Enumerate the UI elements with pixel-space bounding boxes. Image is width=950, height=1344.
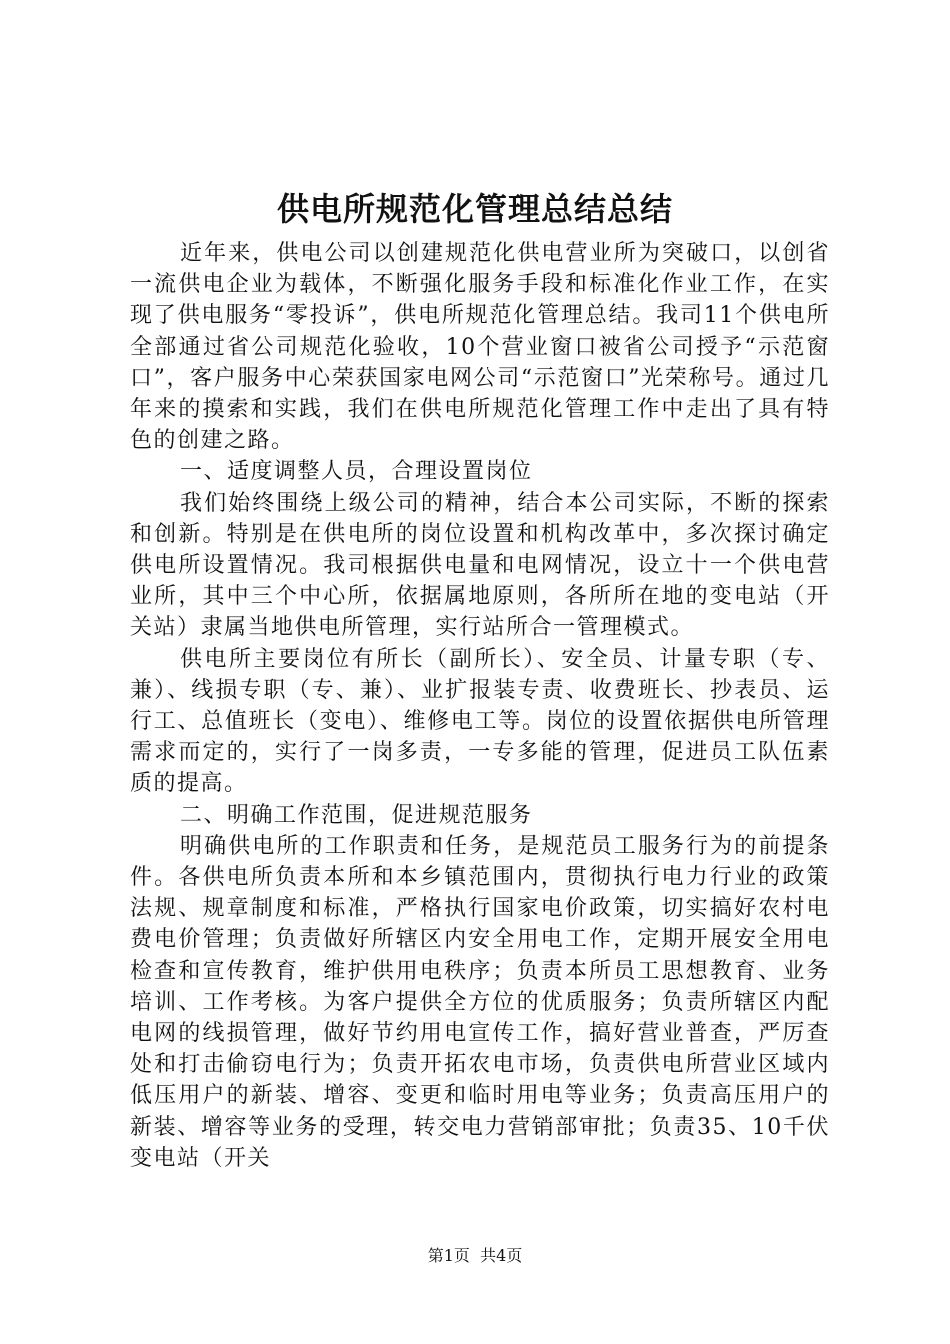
- paragraph: 近年来，供电公司以创建规范化供电营业所为突破口，以创省一流供电企业为载体，不断强化服务手段和标准化作业工作，在实现了供电服务“零投诉”，供电所规范化管理总结。我司11个供电所全部通过省公司规范化验收，10个营业窗口被省公司授予“示范窗口”，客户服务中心荣获国家电网公司“示范窗口”光荣称号。通过几年来的摸索和实践，我们在供电所规范化管理工作中走出了具有特色的创建之路。: [130, 241, 830, 454]
- page-total: 共4页: [480, 1246, 523, 1265]
- document-title: 供电所规范化管理总结总结: [276, 190, 673, 228]
- paragraph: 供电所主要岗位有所长（副所长）、安全员、计量专职（专、兼）、线损专职（专、兼）、业扩报装专责、收费班长、抄表员、运行工、总值班长（变电）、维修电工等。岗位的设置依据供电所管理需求而定的，实行了一岗多责，一专多能的管理，促进员工队伍素质的提高。: [130, 646, 830, 797]
- section-heading: 二、明确工作范围，促进规范服务: [180, 802, 533, 828]
- document-body: [130, 238, 830, 1174]
- paragraph: 我们始终围绕上级公司的精神，结合本公司实际，不断的探索和创新。特别是在供电所的岗位设置和机构改革中，多次探讨确定供电所设置情况。我司根据供电量和电网情况，设立十一个供电营业所，其中三个中心所，依据属地原则，各所所在地的变电站（开关站）隶属当地供电所管理，实行站所合一管理模式。: [130, 490, 830, 641]
- paragraph: 明确供电所的工作职责和任务，是规范员工服务行为的前提条件。各供电所负责本所和本乡镇范围内，贯彻执行电力行业的政策法规、规章制度和标准，严格执行国家电价政策，切实搞好农村电费电价管理；负责做好所辖区内安全用电工作，定期开展安全用电检查和宣传教育，维护供用电秩序；负责本所员工思想教育、业务培训、工作考核。为客户提供全方位的优质服务；负责所辖区内配电网的线损管理，做好节约用电宣传工作，搞好营业普查，严厉查处和打击偷窃电行为；负责开拓农电市场，负责供电所营业区域内低压用户的新装、增容、变更和临时用电等业务；负责高压用户的新装、增容等业务的受理，转交电力营销部审批；负责35、10千伏变电站（开关: [130, 833, 830, 1171]
- page-footer: [0, 1246, 950, 1266]
- section-heading: 一、适度调整人员，合理设置岗位: [180, 459, 533, 485]
- page-number: 第1页: [427, 1246, 470, 1265]
